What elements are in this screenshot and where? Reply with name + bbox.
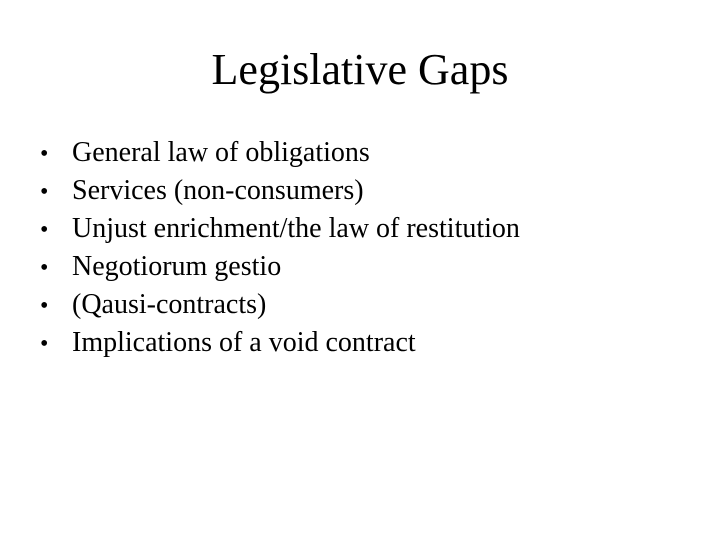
bullet-text: (Qausi-contracts) bbox=[72, 289, 267, 320]
bullet-item bbox=[40, 172, 680, 210]
bullet-text: Implications of a void contract bbox=[72, 327, 416, 358]
bullet-list bbox=[40, 134, 680, 362]
bullet-icon: • bbox=[40, 293, 49, 319]
bullet-item bbox=[40, 134, 680, 172]
bullet-item bbox=[40, 210, 680, 248]
bullet-icon: • bbox=[40, 141, 49, 167]
bullet-text: Unjust enrichment/the law of restitution bbox=[72, 213, 520, 244]
bullet-icon: • bbox=[40, 217, 49, 243]
slide-title: Legislative Gaps bbox=[211, 45, 509, 94]
bullet-text: Services (non-consumers) bbox=[72, 175, 364, 206]
bullet-icon: • bbox=[40, 179, 49, 205]
bullet-icon: • bbox=[40, 331, 49, 357]
bullet-item bbox=[40, 286, 680, 324]
bullet-text: Negotiorum gestio bbox=[72, 251, 282, 282]
bullet-item bbox=[40, 324, 680, 362]
bullet-text: General law of obligations bbox=[72, 137, 370, 168]
bullet-item bbox=[40, 248, 680, 286]
bullet-icon: • bbox=[40, 255, 49, 281]
